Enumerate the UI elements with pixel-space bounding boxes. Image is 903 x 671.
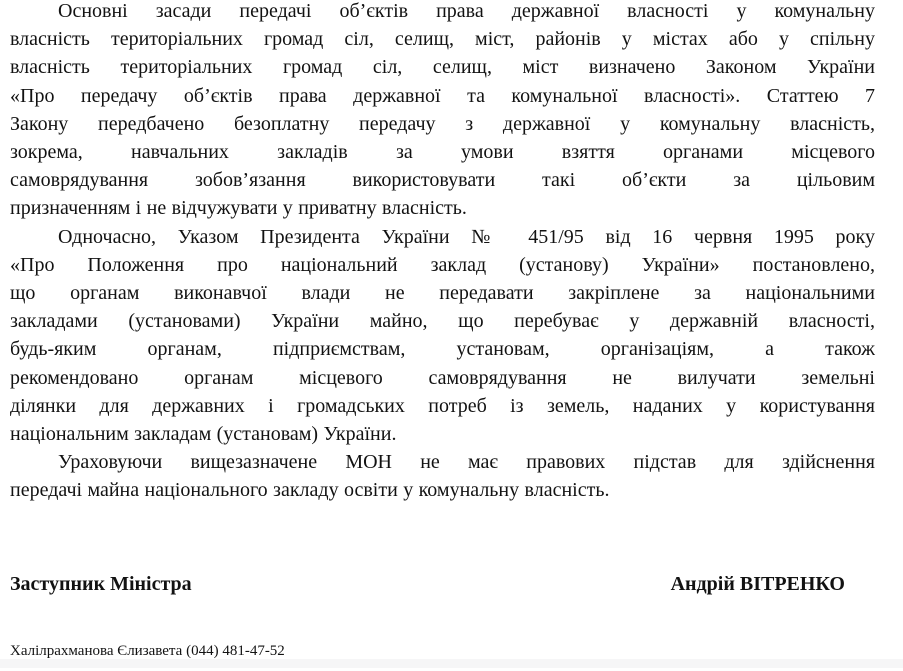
paragraph-line: Основні засади передачі об’єктів права державної власності у комунальну [58,0,875,22]
paragraph [10,448,875,504]
paragraph-line: закладами (установами) України майно, що перебуває у державній власності, [10,310,875,333]
paragraph-line: призначенням і не відчужувати у приватну власність. [10,197,467,220]
paragraph-line: ділянки для державних і громадських потреб із земель, наданих у користування [10,394,875,417]
signatory-name: Андрій ВІТРЕНКО [670,572,845,595]
paragraph-line: що органам виконавчої влади не передавати закріплене за національними [10,282,875,305]
document-body [10,0,875,505]
paragraph [10,0,875,223]
signature-row [10,570,875,598]
bottom-page-edge [0,659,903,668]
paragraph-line: зокрема, навчальних закладів за умови взяття органами місцевого [10,141,875,164]
paragraph-line: передачі майна національного закладу освіти у комунальну власність. [10,479,610,502]
paragraph-line: рекомендовано органам місцевого самоврядування не вилучати земельні [10,366,875,389]
paragraph-line: «Про Положення про національний заклад (установу) України» постановлено, [10,253,875,276]
paragraph-line: національним закладам (установам) України. [10,423,397,446]
paragraph-line: самоврядування зобов’язання використовувати такі об’єкти за цільовим [10,169,875,192]
paragraph [10,223,875,449]
paragraph-line: Одночасно, Указом Президента України № 451/95 від 16 червня 1995 року [58,225,875,248]
paragraph-line: Ураховуючи вищезазначене МОН не має правових підстав для здійснення [58,451,875,474]
paragraph-line: Закону передбачено безоплатну передачу з державної у комунальну власність, [10,112,875,135]
executor-contact: Халілрахманова Єлизавета (044) 481-47-52 [10,642,285,659]
signatory-title: Заступник Міністра [10,572,192,595]
paragraph-line: будь-яким органам, підприємствам, установам, організаціям, а також [10,338,875,361]
paragraph-line: «Про передачу об’єктів права державної та комунальної власності». Статтею 7 [10,84,875,107]
paragraph-line: власність територіальних громад сіл, селищ, міст визначено Законом України [10,56,875,79]
paragraph-line: власність територіальних громад сіл, селищ, міст, районів у містах або у спільну [10,28,875,51]
